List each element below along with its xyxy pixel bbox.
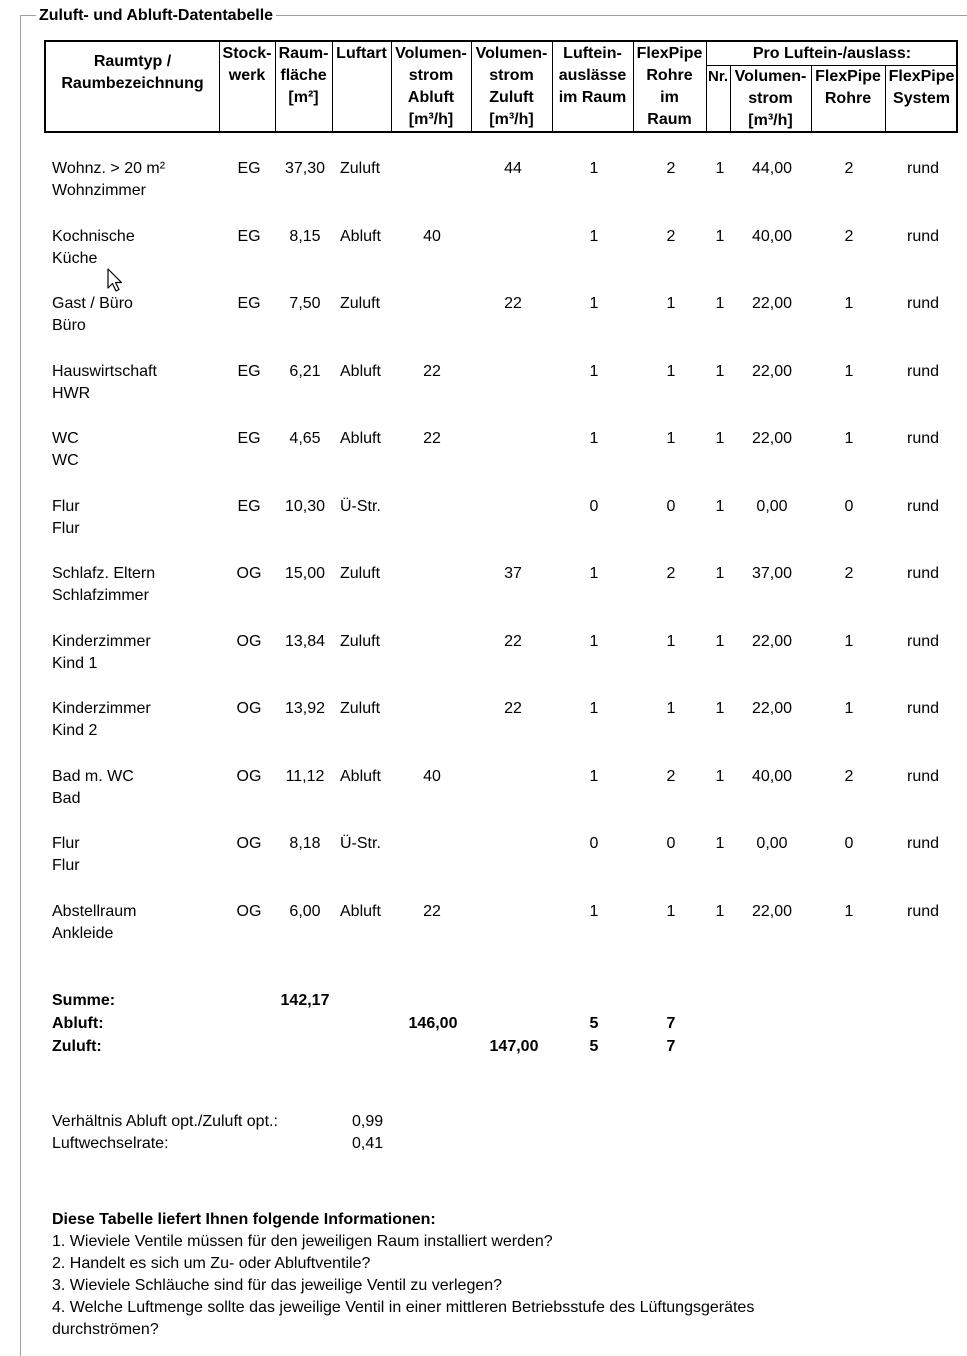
art-cell: Ü-Str. xyxy=(340,497,381,515)
prorohre-cell: 1 xyxy=(844,700,854,717)
abluft-cell: 22 xyxy=(423,902,441,920)
header-pro-rohre: FlexPipe Rohre xyxy=(815,68,881,107)
table-row xyxy=(0,766,967,810)
raumtyp-cell: Flur xyxy=(52,835,80,852)
system-cell: rund xyxy=(906,430,940,447)
art-cell: Abluft xyxy=(340,430,381,447)
prorohre-cell: 2 xyxy=(844,565,854,582)
auslaesse-cell: 1 xyxy=(589,767,599,785)
zuluft-auslaesse-sum: 5 xyxy=(589,1038,599,1055)
abluft-sum: 146,00 xyxy=(408,1015,458,1032)
stock-cell: OG xyxy=(236,700,262,717)
info-item: durchströmen? xyxy=(52,1321,159,1338)
stock-cell: OG xyxy=(236,565,262,582)
flaeche-cell: 7,50 xyxy=(289,295,321,312)
stock-cell: EG xyxy=(237,160,261,177)
stock-cell: EG xyxy=(237,430,261,447)
raumbezeichnung-cell: Küche xyxy=(52,249,98,267)
header-abluft: Volumen- strom Abluft [m³/h] xyxy=(395,45,467,128)
abluft-auslaesse-sum: 5 xyxy=(589,1015,599,1032)
nr-cell: 1 xyxy=(715,632,725,650)
header-rohre: FlexPipe Rohre im Raum xyxy=(636,45,703,128)
stock-cell: OG xyxy=(236,767,262,785)
strom-cell: 40,00 xyxy=(751,767,793,785)
raumtyp-cell: Wohnz. > 20 m² xyxy=(52,160,166,177)
system-cell: rund xyxy=(906,632,940,650)
auslaesse-cell: 1 xyxy=(589,902,599,920)
raumtyp-cell: Bad m. WC xyxy=(52,767,134,785)
stock-cell: EG xyxy=(237,295,261,312)
raumbezeichnung-cell: Wohnzimmer xyxy=(52,182,146,199)
table-row xyxy=(0,833,967,877)
system-cell: rund xyxy=(906,902,940,920)
zuluft-sum: 147,00 xyxy=(489,1038,539,1055)
auslaesse-cell: 1 xyxy=(589,227,599,245)
auslaesse-cell: 1 xyxy=(589,362,599,380)
header-group-pro-auslass: Pro Luftein-/auslass: xyxy=(752,45,912,62)
raumbezeichnung-cell: HWR xyxy=(52,384,91,402)
verhaeltnis-value: 0,99 xyxy=(352,1113,384,1130)
system-cell: rund xyxy=(906,160,940,177)
rohre-cell: 1 xyxy=(666,430,676,447)
raumbezeichnung-cell: WC xyxy=(52,452,79,469)
prorohre-cell: 1 xyxy=(844,295,854,312)
zuluft-cell: 22 xyxy=(504,632,522,650)
flaeche-cell: 15,00 xyxy=(284,565,326,582)
rohre-cell: 2 xyxy=(666,565,676,582)
stock-cell: EG xyxy=(237,362,261,380)
header-auslaesse: Luftein- auslässe im Raum xyxy=(558,45,627,106)
art-cell: Abluft xyxy=(340,902,381,920)
raumbezeichnung-cell: Kind 2 xyxy=(52,722,98,739)
raumbezeichnung-cell: Büro xyxy=(52,317,86,334)
flaeche-cell: 11,12 xyxy=(285,767,325,785)
raumbezeichnung-cell: Flur xyxy=(52,519,80,537)
system-cell: rund xyxy=(906,767,940,785)
art-cell: Abluft xyxy=(340,767,381,785)
prorohre-cell: 2 xyxy=(844,767,854,785)
system-cell: rund xyxy=(906,565,940,582)
header-stockwerk: Stock- werk xyxy=(222,45,272,84)
abluft-rohre-sum: 7 xyxy=(666,1015,676,1032)
rohre-cell: 2 xyxy=(666,227,676,245)
flaeche-cell: 4,65 xyxy=(289,430,321,447)
prorohre-cell: 1 xyxy=(844,902,854,920)
raumtyp-cell: Kinderzimmer xyxy=(52,700,151,717)
auslaesse-cell: 1 xyxy=(589,295,599,312)
raumbezeichnung-cell: Ankleide xyxy=(52,924,114,942)
system-cell: rund xyxy=(906,700,940,717)
info-item: 4. Welche Luftmenge sollte das jeweilige Ventil in einer mittleren Betriebsstufe des Lüftungsgerätes xyxy=(52,1299,755,1316)
auslaesse-cell: 0 xyxy=(589,835,599,852)
raumtyp-cell: Abstellraum xyxy=(52,902,137,920)
rohre-cell: 1 xyxy=(666,902,676,920)
table-row xyxy=(0,563,967,607)
rohre-cell: 0 xyxy=(666,497,676,515)
raumtyp-cell: Gast / Büro xyxy=(52,295,133,312)
prorohre-cell: 0 xyxy=(844,835,854,852)
strom-cell: 22,00 xyxy=(751,632,793,650)
nr-cell: 1 xyxy=(715,565,725,582)
raumbezeichnung-cell: Kind 1 xyxy=(52,654,98,672)
nr-cell: 1 xyxy=(715,430,725,447)
zuluft-cell: 22 xyxy=(504,295,522,312)
prorohre-cell: 1 xyxy=(844,362,854,380)
strom-cell: 22,00 xyxy=(751,700,793,717)
art-cell: Abluft xyxy=(340,362,381,380)
zuluft-cell: 44 xyxy=(504,160,522,177)
stock-cell: EG xyxy=(237,227,261,245)
flaeche-cell: 8,15 xyxy=(289,227,321,245)
nr-cell: 1 xyxy=(715,902,725,920)
auslaesse-cell: 0 xyxy=(589,497,599,515)
zuluft-cell: 22 xyxy=(504,700,522,717)
raumtyp-cell: Schlafz. Eltern xyxy=(52,565,156,582)
auslaesse-cell: 1 xyxy=(589,565,599,582)
header-nr: Nr. xyxy=(707,68,728,85)
zuluft-cell: 37 xyxy=(504,565,522,582)
header-pro-strom: Volumen- strom [m³/h] xyxy=(734,68,807,129)
raumbezeichnung-cell: Schlafzimmer xyxy=(52,587,149,604)
strom-cell: 22,00 xyxy=(751,430,793,447)
flaeche-cell: 6,21 xyxy=(289,362,321,380)
header-flaeche: Raum- fläche [m²] xyxy=(278,45,329,106)
strom-cell: 0,00 xyxy=(756,497,788,515)
info-item: 1. Wieviele Ventile müssen für den jeweiligen Raum installiert werden? xyxy=(52,1233,553,1250)
art-cell: Zuluft xyxy=(340,700,381,717)
group-box-title: Zuluft- und Abluft-Datentabelle xyxy=(36,6,276,26)
nr-cell: 1 xyxy=(715,835,725,852)
art-cell: Zuluft xyxy=(340,295,381,312)
info-item: 3. Wieviele Schläuche sind für das jeweilige Ventil zu verlegen? xyxy=(52,1277,503,1294)
nr-cell: 1 xyxy=(715,160,725,177)
prorohre-cell: 2 xyxy=(844,227,854,245)
system-cell: rund xyxy=(906,227,940,245)
luftwechsel-label: Luftwechselrate: xyxy=(52,1135,169,1152)
system-cell: rund xyxy=(906,295,940,312)
art-cell: Zuluft xyxy=(340,160,381,177)
table-row xyxy=(0,496,967,540)
strom-cell: 44,00 xyxy=(751,160,793,177)
header-zuluft: Volumen- strom Zuluft [m³/h] xyxy=(475,45,548,128)
system-cell: rund xyxy=(906,362,940,380)
strom-cell: 40,00 xyxy=(751,227,793,245)
rohre-cell: 0 xyxy=(666,835,676,852)
summe-label: Summe: xyxy=(52,992,116,1009)
strom-cell: 22,00 xyxy=(751,295,793,312)
abluft-cell: 40 xyxy=(423,227,441,245)
prorohre-cell: 1 xyxy=(844,430,854,447)
strom-cell: 22,00 xyxy=(751,362,793,380)
nr-cell: 1 xyxy=(715,227,725,245)
table-row xyxy=(0,158,967,202)
header-pro-system: FlexPipe System xyxy=(888,68,955,107)
art-cell: Abluft xyxy=(340,227,381,245)
raumtyp-cell: Kinderzimmer xyxy=(52,632,151,650)
nr-cell: 1 xyxy=(715,700,725,717)
info-item: 2. Handelt es sich um Zu- oder Abluftventile? xyxy=(52,1255,371,1272)
raumtyp-cell: Flur xyxy=(52,497,80,515)
flaeche-cell: 37,30 xyxy=(284,160,326,177)
flaeche-cell: 10,30 xyxy=(284,497,326,515)
nr-cell: 1 xyxy=(715,767,725,785)
rohre-cell: 2 xyxy=(666,160,676,177)
auslaesse-cell: 1 xyxy=(589,700,599,717)
header-raumtyp: Raumtyp / Raumbezeichnung xyxy=(61,53,204,92)
art-cell: Zuluft xyxy=(340,632,381,650)
info-block xyxy=(52,1209,754,1341)
table-row xyxy=(0,428,967,472)
table-row xyxy=(0,698,967,742)
nr-cell: 1 xyxy=(715,295,725,312)
prorohre-cell: 1 xyxy=(844,632,854,650)
strom-cell: 37,00 xyxy=(751,565,793,582)
abluft-cell: 40 xyxy=(423,767,441,785)
art-cell: Ü-Str. xyxy=(340,835,381,852)
flaeche-cell: 8,18 xyxy=(289,835,321,852)
flaeche-cell: 13,84 xyxy=(284,632,326,650)
prorohre-cell: 2 xyxy=(844,160,854,177)
mouse-pointer-icon xyxy=(107,268,125,294)
table-header xyxy=(44,40,958,133)
summe-flaeche: 142,17 xyxy=(280,992,330,1009)
abluft-cell: 22 xyxy=(423,362,441,380)
nr-cell: 1 xyxy=(715,497,725,515)
rohre-cell: 1 xyxy=(666,295,676,312)
raumtyp-cell: Kochnische xyxy=(52,227,135,245)
prorohre-cell: 0 xyxy=(844,497,854,515)
rohre-cell: 2 xyxy=(666,767,676,785)
stock-cell: OG xyxy=(236,632,262,650)
luftwechsel-value: 0,41 xyxy=(352,1135,384,1152)
raumbezeichnung-cell: Bad xyxy=(52,789,81,807)
header-luftart: Luftart xyxy=(336,45,387,62)
rohre-cell: 1 xyxy=(666,632,676,650)
system-cell: rund xyxy=(906,497,940,515)
flaeche-cell: 13,92 xyxy=(284,700,326,717)
auslaesse-cell: 1 xyxy=(589,160,599,177)
auslaesse-cell: 1 xyxy=(589,430,599,447)
verhaeltnis-label: Verhältnis Abluft opt./Zuluft opt.: xyxy=(52,1113,278,1130)
stock-cell: EG xyxy=(237,497,261,515)
stock-cell: OG xyxy=(236,835,262,852)
system-cell: rund xyxy=(906,835,940,852)
raumtyp-cell: Hauswirtschaft xyxy=(52,362,157,380)
strom-cell: 22,00 xyxy=(751,902,793,920)
table-row xyxy=(0,226,967,270)
stock-cell: OG xyxy=(236,902,262,920)
table-row xyxy=(0,631,967,675)
abluft-label: Abluft: xyxy=(52,1015,104,1032)
table-row xyxy=(0,293,967,337)
table-row xyxy=(0,361,967,405)
auslaesse-cell: 1 xyxy=(589,632,599,650)
abluft-cell: 22 xyxy=(423,430,441,447)
raumtyp-cell: WC xyxy=(52,430,79,447)
info-heading: Diese Tabelle liefert Ihnen folgende Informationen: xyxy=(52,1211,436,1228)
rohre-cell: 1 xyxy=(666,700,676,717)
raumbezeichnung-cell: Flur xyxy=(52,857,80,874)
strom-cell: 0,00 xyxy=(756,835,788,852)
flaeche-cell: 6,00 xyxy=(289,902,321,920)
art-cell: Zuluft xyxy=(340,565,381,582)
zuluft-rohre-sum: 7 xyxy=(666,1038,676,1055)
zuluft-label: Zuluft: xyxy=(52,1038,102,1055)
nr-cell: 1 xyxy=(715,362,725,380)
rohre-cell: 1 xyxy=(666,362,676,380)
table-row xyxy=(0,901,967,945)
